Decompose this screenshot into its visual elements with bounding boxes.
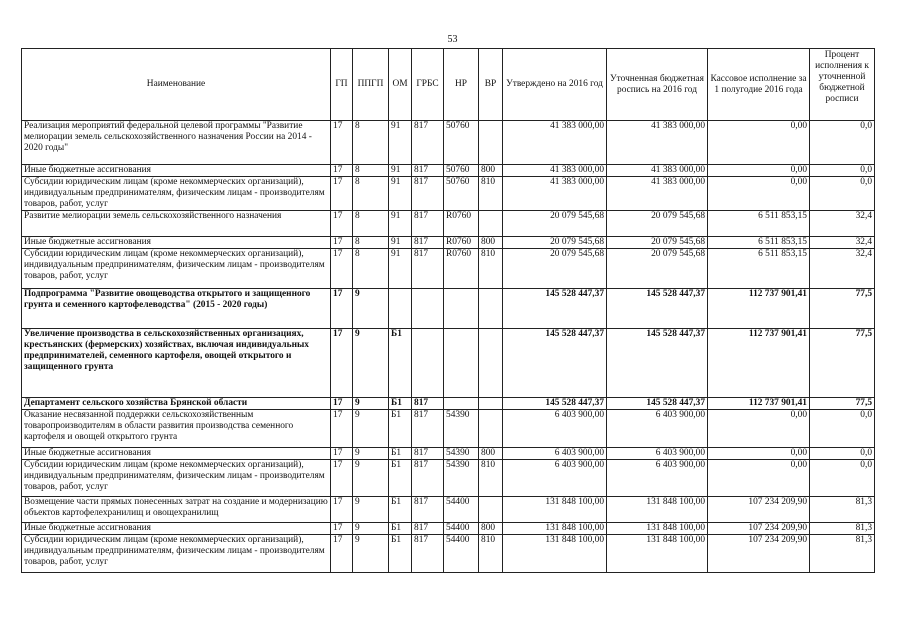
approved-cell: 131 848 100,00 — [503, 535, 607, 573]
om-cell — [389, 289, 412, 329]
percent-cell: 81,3 — [810, 523, 875, 535]
percent-cell: 77,5 — [810, 329, 875, 398]
ppgp-cell: 8 — [353, 177, 389, 211]
np-cell: R0760 — [444, 211, 479, 237]
header-cash: Кассовое исполнение за 1 полугодие 2016 года — [708, 49, 810, 121]
ppgp-cell: 9 — [353, 535, 389, 573]
refined-cell: 131 848 100,00 — [607, 523, 708, 535]
gp-cell: 17 — [331, 497, 353, 523]
grbs-cell: 817 — [412, 448, 444, 460]
approved-cell: 20 079 545,68 — [503, 211, 607, 237]
gp-cell: 17 — [331, 329, 353, 398]
vr-cell: 810 — [479, 177, 503, 211]
table-row — [22, 165, 875, 177]
percent-cell: 81,3 — [810, 497, 875, 523]
vr-cell — [479, 121, 503, 165]
ppgp-cell: 8 — [353, 237, 389, 249]
gp-cell: 17 — [331, 249, 353, 289]
approved-cell: 6 403 900,00 — [503, 448, 607, 460]
om-cell: 91 — [389, 237, 412, 249]
refined-cell: 145 528 447,37 — [607, 329, 708, 398]
np-cell: 54400 — [444, 535, 479, 573]
gp-cell: 17 — [331, 410, 353, 448]
approved-cell: 131 848 100,00 — [503, 523, 607, 535]
ppgp-cell: 8 — [353, 121, 389, 165]
cash-cell: 6 511 853,15 — [708, 211, 810, 237]
grbs-cell: 817 — [412, 523, 444, 535]
om-cell: Б1 — [389, 398, 412, 410]
grbs-cell: 817 — [412, 460, 444, 497]
vr-cell — [479, 410, 503, 448]
approved-cell: 6 403 900,00 — [503, 410, 607, 448]
row-name-cell: Иные бюджетные ассигнования — [22, 448, 331, 460]
om-cell: Б1 — [389, 448, 412, 460]
ppgp-cell: 9 — [353, 448, 389, 460]
ppgp-cell: 9 — [353, 410, 389, 448]
om-cell: Б1 — [389, 329, 412, 398]
cash-cell: 0,00 — [708, 165, 810, 177]
percent-cell: 0,0 — [810, 460, 875, 497]
ppgp-cell: 8 — [353, 249, 389, 289]
np-cell: 54390 — [444, 410, 479, 448]
approved-cell: 41 383 000,00 — [503, 177, 607, 211]
table-header-row — [22, 49, 875, 121]
table-row — [22, 535, 875, 573]
cash-cell: 107 234 209,90 — [708, 497, 810, 523]
refined-cell: 131 848 100,00 — [607, 497, 708, 523]
grbs-cell: 817 — [412, 177, 444, 211]
header-approved: Утверждено на 2016 год — [503, 49, 607, 121]
percent-cell: 0,0 — [810, 121, 875, 165]
ppgp-cell: 9 — [353, 523, 389, 535]
row-name-cell: Иные бюджетные ассигнования — [22, 523, 331, 535]
gp-cell: 17 — [331, 535, 353, 573]
percent-cell: 0,0 — [810, 410, 875, 448]
grbs-cell: 817 — [412, 165, 444, 177]
approved-cell: 6 403 900,00 — [503, 460, 607, 497]
header-gp: ГП — [331, 49, 353, 121]
row-name-cell: Субсидии юридическим лицам (кроме некоммерческих организаций), индивидуальным предпринимателям, физическим лицам - производителям товаров, работ, услуг — [22, 249, 331, 289]
np-cell: 54400 — [444, 497, 479, 523]
np-cell: 54390 — [444, 448, 479, 460]
np-cell: 50760 — [444, 177, 479, 211]
vr-cell: 800 — [479, 523, 503, 535]
grbs-cell: 817 — [412, 398, 444, 410]
cash-cell: 112 737 901,41 — [708, 398, 810, 410]
np-cell: 50760 — [444, 165, 479, 177]
np-cell — [444, 289, 479, 329]
table-row — [22, 121, 875, 165]
table-row — [22, 211, 875, 237]
cash-cell: 0,00 — [708, 410, 810, 448]
refined-cell: 6 403 900,00 — [607, 410, 708, 448]
approved-cell: 131 848 100,00 — [503, 497, 607, 523]
cash-cell: 112 737 901,41 — [708, 289, 810, 329]
ppgp-cell: 9 — [353, 460, 389, 497]
approved-cell: 41 383 000,00 — [503, 165, 607, 177]
percent-cell: 32,4 — [810, 237, 875, 249]
row-name-cell: Иные бюджетные ассигнования — [22, 237, 331, 249]
gp-cell: 17 — [331, 523, 353, 535]
np-cell — [444, 329, 479, 398]
vr-cell: 810 — [479, 535, 503, 573]
gp-cell: 17 — [331, 121, 353, 165]
row-name-cell: Департамент сельского хозяйства Брянской области — [22, 398, 331, 410]
header-grbs: ГРБС — [412, 49, 444, 121]
ppgp-cell: 9 — [353, 398, 389, 410]
refined-cell: 6 403 900,00 — [607, 460, 708, 497]
approved-cell: 20 079 545,68 — [503, 237, 607, 249]
np-cell: 54390 — [444, 460, 479, 497]
vr-cell: 800 — [479, 237, 503, 249]
table-row — [22, 289, 875, 329]
refined-cell: 41 383 000,00 — [607, 165, 708, 177]
row-name-cell: Возмещение части прямых понесенных затрат на создание и модернизацию объектов картофелехранилищ и овощехранилищ — [22, 497, 331, 523]
header-name: Наименование — [22, 49, 331, 121]
ppgp-cell: 8 — [353, 165, 389, 177]
om-cell: Б1 — [389, 523, 412, 535]
ppgp-cell: 9 — [353, 289, 389, 329]
vr-cell: 800 — [479, 165, 503, 177]
approved-cell: 145 528 447,37 — [503, 398, 607, 410]
percent-cell: 32,4 — [810, 249, 875, 289]
gp-cell: 17 — [331, 460, 353, 497]
om-cell: 91 — [389, 121, 412, 165]
table-row — [22, 448, 875, 460]
percent-cell: 32,4 — [810, 211, 875, 237]
percent-cell: 81,3 — [810, 535, 875, 573]
percent-cell: 77,5 — [810, 289, 875, 329]
om-cell: 91 — [389, 165, 412, 177]
gp-cell: 17 — [331, 448, 353, 460]
grbs-cell: 817 — [412, 535, 444, 573]
gp-cell: 17 — [331, 165, 353, 177]
cash-cell: 0,00 — [708, 460, 810, 497]
gp-cell: 17 — [331, 211, 353, 237]
cash-cell: 0,00 — [708, 448, 810, 460]
refined-cell: 20 079 545,68 — [607, 211, 708, 237]
grbs-cell: 817 — [412, 249, 444, 289]
vr-cell: 810 — [479, 249, 503, 289]
np-cell — [444, 398, 479, 410]
cash-cell: 6 511 853,15 — [708, 237, 810, 249]
header-om: ОМ — [389, 49, 412, 121]
header-refined: Уточненная бюджетная роспись на 2016 год — [607, 49, 708, 121]
approved-cell: 41 383 000,00 — [503, 121, 607, 165]
row-name-cell: Реализация мероприятий федеральной целевой программы "Развитие мелиорации земель сельскохозяйственного назначения России на 2014 - 2020 годы" — [22, 121, 331, 165]
vr-cell — [479, 289, 503, 329]
om-cell: 91 — [389, 211, 412, 237]
cash-cell: 112 737 901,41 — [708, 329, 810, 398]
table-row — [22, 523, 875, 535]
gp-cell: 17 — [331, 398, 353, 410]
grbs-cell: 817 — [412, 121, 444, 165]
row-name-cell: Субсидии юридическим лицам (кроме некоммерческих организаций), индивидуальным предпринимателям, физическим лицам - производителям товаров, работ, услуг — [22, 177, 331, 211]
vr-cell: 810 — [479, 460, 503, 497]
refined-cell: 20 079 545,68 — [607, 237, 708, 249]
vr-cell: 800 — [479, 448, 503, 460]
row-name-cell: Увеличение производства в сельскохозяйственных организациях, крестьянских (фермерских) хозяйствах, включая индивидуальных предпринимателей, семенного картофеля, овощей открытого и защищенного грунта — [22, 329, 331, 398]
vr-cell — [479, 329, 503, 398]
ppgp-cell: 8 — [353, 211, 389, 237]
gp-cell: 17 — [331, 237, 353, 249]
vr-cell — [479, 398, 503, 410]
table-row — [22, 410, 875, 448]
cash-cell: 107 234 209,90 — [708, 535, 810, 573]
table-body — [22, 121, 875, 573]
grbs-cell: 817 — [412, 410, 444, 448]
approved-cell: 145 528 447,37 — [503, 289, 607, 329]
percent-cell: 0,0 — [810, 177, 875, 211]
table-row — [22, 177, 875, 211]
om-cell: 91 — [389, 249, 412, 289]
cash-cell: 0,00 — [708, 177, 810, 211]
ppgp-cell: 9 — [353, 329, 389, 398]
refined-cell: 131 848 100,00 — [607, 535, 708, 573]
approved-cell: 20 079 545,68 — [503, 249, 607, 289]
np-cell: 50760 — [444, 121, 479, 165]
cash-cell: 6 511 853,15 — [708, 249, 810, 289]
header-percent: Процент исполнения к уточненной бюджетной росписи — [810, 49, 875, 121]
table-row — [22, 329, 875, 398]
om-cell: Б1 — [389, 535, 412, 573]
om-cell: 91 — [389, 177, 412, 211]
budget-table — [21, 48, 875, 573]
grbs-cell — [412, 329, 444, 398]
cash-cell: 0,00 — [708, 121, 810, 165]
refined-cell: 145 528 447,37 — [607, 289, 708, 329]
row-name-cell: Субсидии юридическим лицам (кроме некоммерческих организаций), индивидуальным предпринимателям, физическим лицам - производителям товаров, работ, услуг — [22, 460, 331, 497]
grbs-cell: 817 — [412, 237, 444, 249]
cash-cell: 107 234 209,90 — [708, 523, 810, 535]
refined-cell: 6 403 900,00 — [607, 448, 708, 460]
np-cell: 54400 — [444, 523, 479, 535]
percent-cell: 0,0 — [810, 448, 875, 460]
gp-cell: 17 — [331, 289, 353, 329]
row-name-cell: Подпрограмма "Развитие овощеводства открытого и защищенного грунта и семенного картофелеводства" (2015 - 2020 годы) — [22, 289, 331, 329]
table-row — [22, 460, 875, 497]
header-ppgp: ППГП — [353, 49, 389, 121]
np-cell: R0760 — [444, 237, 479, 249]
om-cell: Б1 — [389, 497, 412, 523]
refined-cell: 20 079 545,68 — [607, 249, 708, 289]
row-name-cell: Субсидии юридическим лицам (кроме некоммерческих организаций), индивидуальным предпринимателям, физическим лицам - производителям товаров, работ, услуг — [22, 535, 331, 573]
refined-cell: 41 383 000,00 — [607, 121, 708, 165]
refined-cell: 145 528 447,37 — [607, 398, 708, 410]
grbs-cell: 817 — [412, 211, 444, 237]
table-row — [22, 237, 875, 249]
vr-cell — [479, 211, 503, 237]
ppgp-cell: 9 — [353, 497, 389, 523]
om-cell: Б1 — [389, 460, 412, 497]
grbs-cell — [412, 289, 444, 329]
approved-cell: 145 528 447,37 — [503, 329, 607, 398]
table-row — [22, 249, 875, 289]
page-number: 53 — [447, 34, 458, 45]
np-cell: R0760 — [444, 249, 479, 289]
gp-cell: 17 — [331, 177, 353, 211]
percent-cell: 0,0 — [810, 165, 875, 177]
row-name-cell: Развитие мелиорации земель сельскохозяйственного назначения — [22, 211, 331, 237]
table-row — [22, 398, 875, 410]
header-np: НР — [444, 49, 479, 121]
table-row — [22, 497, 875, 523]
om-cell: Б1 — [389, 410, 412, 448]
row-name-cell: Оказание несвязанной поддержки сельскохозяйственным товаропроизводителям в области развития производства семенного картофеля и овощей открытого грунта — [22, 410, 331, 448]
row-name-cell: Иные бюджетные ассигнования — [22, 165, 331, 177]
refined-cell: 41 383 000,00 — [607, 177, 708, 211]
percent-cell: 77,5 — [810, 398, 875, 410]
header-vr: ВР — [479, 49, 503, 121]
vr-cell — [479, 497, 503, 523]
grbs-cell: 817 — [412, 497, 444, 523]
